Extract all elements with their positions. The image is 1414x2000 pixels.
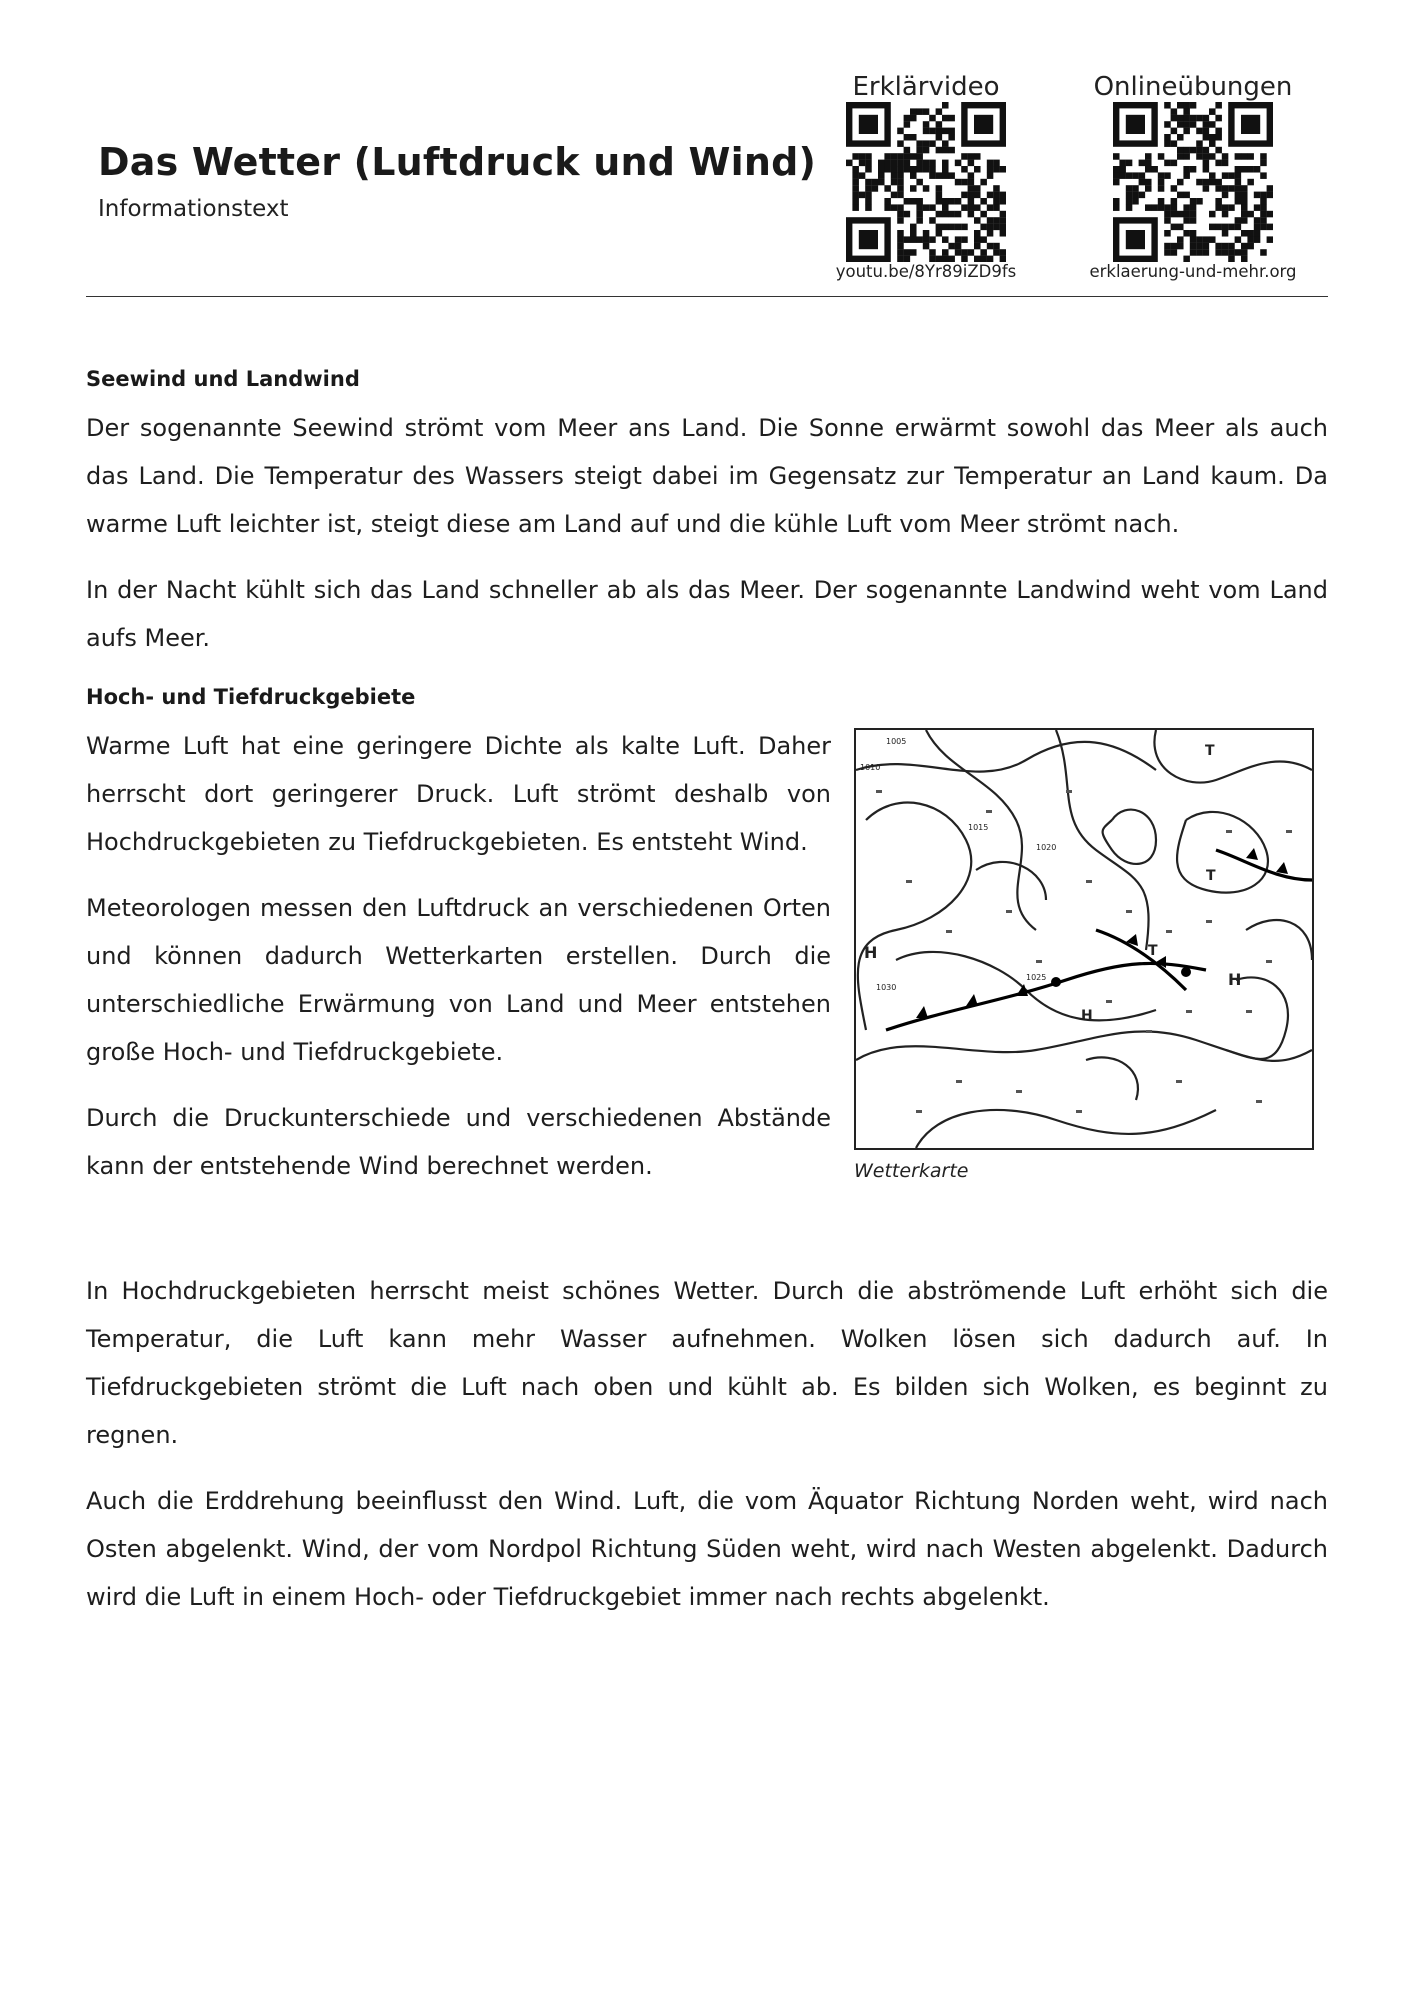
qr-block-exercises[interactable]: [1083, 72, 1303, 281]
map-low-label: T: [1205, 743, 1215, 759]
map-isobar-label: 1010: [860, 763, 881, 772]
paragraph-seewind-2: In der Nacht kühlt sich das Land schneller ab als das Meer. Der sogenannte Landwind weht vom Land aufs Meer.: [86, 576, 1328, 652]
map-isobar-label: 1030: [876, 983, 897, 992]
left-column: [86, 722, 831, 1208]
qr-code-video-icon[interactable]: [846, 102, 1006, 262]
map-high-label: H: [864, 943, 878, 962]
figure-caption: Wetterkarte: [854, 1160, 969, 1182]
qr-label-video: Erklärvideo: [852, 72, 1000, 102]
paragraph-druck-2: Meteorologen messen den Luftdruck an verschiedenen Orten und können dadurch Wetterkarten erstellen. Durch die unterschiedliche Erwärmung von Land und Meer entstehen große Hoch- und Tiefdruckgebiete.: [86, 894, 831, 1066]
section-heading-seewind: Seewind und Landwind: [86, 367, 360, 391]
map-isobar-label: 1025: [1026, 973, 1047, 982]
map-isobar-label: 1005: [886, 737, 907, 746]
weather-map-figure: [854, 728, 1318, 1182]
map-high-label: H: [1081, 1008, 1093, 1024]
header-divider: [86, 296, 1328, 297]
map-low-label: T: [1206, 868, 1216, 884]
page-subtitle: Informationstext: [98, 196, 289, 222]
section-heading-druckgebiete: Hoch- und Tiefdruckgebiete: [86, 685, 416, 709]
text-with-figure: [86, 722, 1328, 1267]
map-low-label: T: [1148, 943, 1158, 959]
map-high-label: H: [1228, 970, 1242, 989]
qr-url-video[interactable]: youtu.be/8Yr89iZD9fs: [835, 262, 1017, 281]
paragraph-seewind-1: Der sogenannte Seewind strömt vom Meer ans Land. Die Sonne erwärmt sowohl das Meer als auch das Land. Die Temperatur des Wassers steigt dabei im Gegensatz zur Temperatur an Land kaum. Da warme Luft leichter ist, steigt diese am Land auf und die kühle Luft vom Meer strömt nach.: [86, 414, 1328, 538]
qr-label-exercises: Onlineübungen: [1093, 72, 1293, 102]
paragraph-druck-5: Auch die Erddrehung beeinflusst den Wind. Luft, die vom Äquator Richtung Norden weht, wird nach Osten abgelenkt. Wind, der vom Nordpol Richtung Süden weht, wird nach Westen abgelenkt. Dadurch wird die Luft in einem Hoch- oder Tiefdruckgebiet immer nach rechts abgelenkt.: [86, 1487, 1328, 1611]
page-title: Das Wetter (Luftdruck und Wind): [98, 140, 817, 184]
qr-code-exercises-icon[interactable]: [1113, 102, 1273, 262]
weather-map-drawing: [856, 730, 1312, 1148]
qr-url-exercises[interactable]: erklaerung-und-mehr.org: [1089, 262, 1297, 281]
weather-map: [854, 728, 1314, 1150]
map-isobar-label: 1015: [968, 823, 989, 832]
paragraph-druck-1: Warme Luft hat eine geringere Dichte als kalte Luft. Daher herrscht dort geringerer Druck. Luft strömt deshalb von Hochdruckgebieten zu Tiefdruckgebieten. Es entsteht Wind.: [86, 732, 831, 856]
qr-block-video[interactable]: [826, 72, 1026, 281]
map-isobar-label: 1020: [1036, 843, 1057, 852]
main-content: [86, 362, 1328, 1639]
paragraph-druck-3: Durch die Druckunterschiede und verschiedenen Abstände kann der entstehende Wind berechnet werden.: [86, 1104, 831, 1180]
paragraph-druck-4: In Hochdruckgebieten herrscht meist schönes Wetter. Durch die abströmende Luft erhöht sich die Temperatur, die Luft kann mehr Wasser aufnehmen. Wolken lösen sich dadurch auf. In Tiefdruckgebieten strömt die Luft nach oben und kühlt ab. Es bilden sich Wolken, es beginnt zu regnen.: [86, 1277, 1328, 1449]
